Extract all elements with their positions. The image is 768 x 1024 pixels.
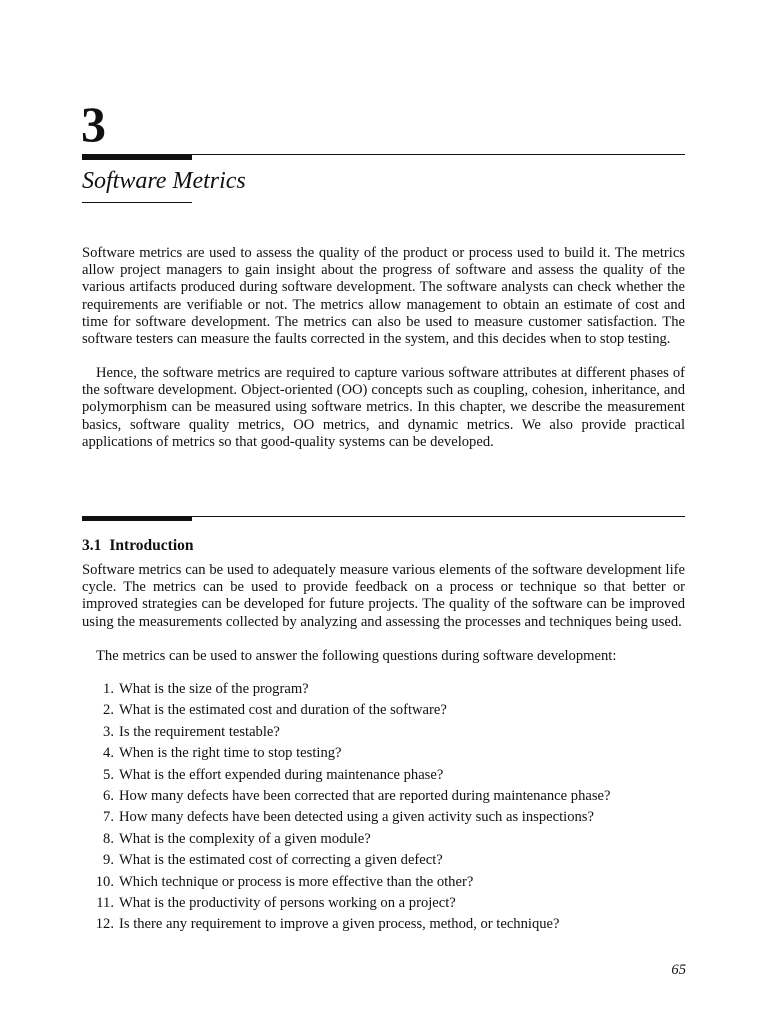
list-item-text: What is the effort expended during maintenance phase? xyxy=(119,766,444,783)
list-item-number: 5. xyxy=(103,766,114,783)
list-item xyxy=(82,702,668,719)
chapter-title: Software Metrics xyxy=(82,168,246,194)
chapter-title-underline xyxy=(82,202,192,203)
list-item xyxy=(82,852,668,869)
list-item-text: What is the estimated cost of correcting a given defect? xyxy=(119,852,443,869)
list-item-text: When is the right time to stop testing? xyxy=(119,745,342,762)
chapter-rule-accent xyxy=(82,155,192,160)
list-item-text: What is the size of the program? xyxy=(119,681,309,697)
list-item xyxy=(82,767,668,784)
section-number: 3.1 xyxy=(82,537,102,554)
list-item-text: Which technique or process is more effective than the other? xyxy=(119,873,474,890)
list-item-number: 6. xyxy=(103,787,114,804)
section-rule-accent xyxy=(82,517,192,521)
intro-paragraph-2: Hence, the software metrics are required to capture various software attributes at different phases of the software development. Object-oriented (OO) concepts such as coupling, cohesion, inheritance, and polymorphism can be measured using software metrics. In this chapter, we describe the measurement basics, software quality metrics, OO metrics, and dynamic metrics. We also provide practical applications of metrics so that good-quality systems can be developed. xyxy=(82,365,685,450)
list-item-text: How many defects have been detected using a given activity such as inspections? xyxy=(119,809,594,826)
questions-list xyxy=(82,681,668,938)
list-item-number: 8. xyxy=(103,830,114,847)
page-number: 65 xyxy=(671,962,686,978)
intro-paragraph-1: Software metrics are used to assess the quality of the product or process used to build it. The metrics allow project managers to gain insight about the progress of software and assess the quality of the various artifacts produced during software development. The software analysts can check whether the requirements are verifiable or not. The metrics allow management to obtain an estimate of cost and time for software development. The metrics can also be used to measure customer satisfaction. The software testers can measure the faults corrected in the system, and this decides when to stop testing. xyxy=(82,245,685,348)
list-item xyxy=(82,916,668,933)
list-item-text: Is the requirement testable? xyxy=(119,723,280,740)
list-item-number: 1. xyxy=(103,681,114,697)
list-item xyxy=(82,874,668,891)
list-item xyxy=(82,681,668,698)
list-item-number: 2. xyxy=(103,702,114,719)
list-item xyxy=(82,895,668,912)
list-item-text: What is the estimated cost and duration of the software? xyxy=(119,702,447,719)
list-item-number: 3. xyxy=(103,723,114,740)
list-item-number: 7. xyxy=(103,809,114,826)
list-item xyxy=(82,724,668,741)
section-heading xyxy=(82,536,194,556)
list-item xyxy=(82,788,668,805)
section-paragraph-2: The metrics can be used to answer the following questions during software development: xyxy=(96,648,617,664)
list-item-text: Is there any requirement to improve a given process, method, or technique? xyxy=(119,916,560,933)
list-item-text: What is the complexity of a given module? xyxy=(119,830,371,847)
chapter-number: 3 xyxy=(81,96,106,152)
list-item-number: 4. xyxy=(103,745,114,762)
list-item xyxy=(82,831,668,848)
list-item xyxy=(82,809,668,826)
list-item-number: 10. xyxy=(95,873,114,890)
list-item xyxy=(82,745,668,762)
list-item-number: 12. xyxy=(95,916,114,933)
list-item-number: 9. xyxy=(103,852,114,869)
list-item-text: How many defects have been corrected that are reported during maintenance phase? xyxy=(119,787,611,804)
section-title: Introduction xyxy=(109,537,194,554)
list-item-text: What is the productivity of persons working on a project? xyxy=(119,894,456,911)
section-paragraph-1: Software metrics can be used to adequately measure various elements of the software development life cycle. The metrics can be used to provide feedback on a process or technique so that better or improved strategies can be developed for future projects. The quality of the software can be improved using the measurements collected by analyzing and assessing the processes and techniques being used. xyxy=(82,562,685,630)
list-item-number: 11. xyxy=(96,894,114,911)
